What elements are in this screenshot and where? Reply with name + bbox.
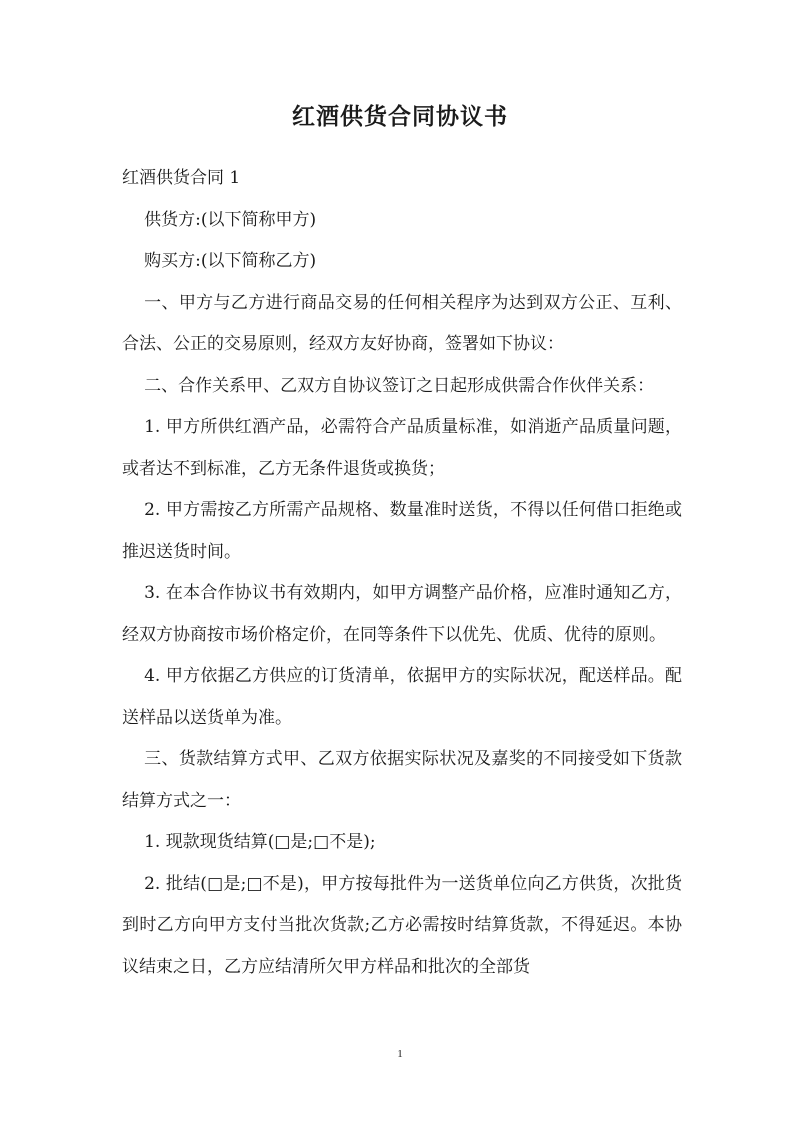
clause-two-item-3: 3. 在本合作协议书有效期内，如甲方调整产品价格，应准时通知乙方，经双方协商按市场价格定价，在同等条件下以优先、优质、优待的原则。 bbox=[122, 583, 682, 645]
document-body bbox=[122, 158, 682, 988]
clause-three-item-1: 1. 现款现货结算(□是;□不是); bbox=[144, 832, 376, 852]
clause-two-item-2: 2. 甲方需按乙方所需产品规格、数量准时送货，不得以任何借口拒绝或推迟送货时间。 bbox=[122, 500, 682, 562]
clause-three-item-2: 2. 批结(□是;□不是)，甲方按每批件为一送货单位向乙方供货，次批货到时乙方向甲方支付当批次货款;乙方必需按时结算货款，不得延迟。本协议结束之日，乙方应结清所欠甲方样品和批次的全部货 bbox=[122, 873, 682, 977]
page-number: 1 bbox=[397, 1048, 403, 1060]
clause-two: 二、合作关系甲、乙双方自协议签订之日起形成供需合作伙伴关系： bbox=[144, 375, 655, 396]
clause-three: 三、货款结算方式甲、乙双方依据实际状况及嘉奖的不同接受如下货款结算方式之一： bbox=[122, 749, 682, 811]
document-title: 红酒供货合同协议书 bbox=[292, 103, 508, 130]
clause-two-item-1: 1. 甲方所供红酒产品，必需符合产品质量标准，如消逝产品质量问题，或者达不到标准，乙方无条件退货或换货； bbox=[122, 417, 682, 479]
supplier-line: 供货方:(以下简称甲方) bbox=[144, 209, 317, 230]
clause-two-item-4: 4. 甲方依据乙方供应的订货清单，依据甲方的实际状况，配送样品。配送样品以送货单为准。 bbox=[122, 666, 682, 728]
clause-one: 一、甲方与乙方进行商品交易的任何相关程序为达到双方公正、互利、合法、公正的交易原则，经双方友好协商，签署如下协议： bbox=[122, 292, 682, 354]
section-heading: 红酒供货合同 1 bbox=[122, 168, 241, 188]
buyer-line: 购买方:(以下简称乙方) bbox=[144, 251, 317, 271]
